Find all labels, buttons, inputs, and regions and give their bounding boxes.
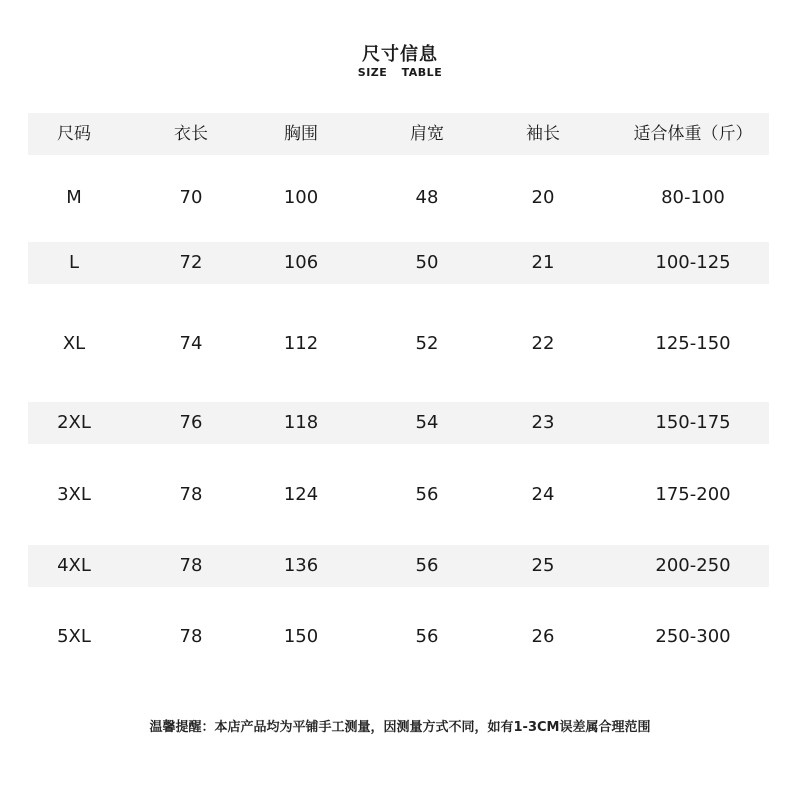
table-cell: 54: [415, 412, 439, 433]
table-cell: 200-250: [655, 555, 731, 576]
table-cell: 112: [283, 333, 319, 354]
table-row: [28, 242, 769, 284]
table-cell: 100: [283, 187, 319, 208]
table-cell: 72: [179, 252, 203, 273]
table-cell: 150: [283, 626, 319, 647]
table-row: [28, 474, 769, 516]
table-cell: M: [66, 187, 82, 208]
table-cell: 136: [283, 555, 319, 576]
header-cell-sleeve: 袖长: [526, 124, 560, 144]
header-cell-weight: 适合体重（斤）: [633, 124, 753, 144]
table-cell: 150-175: [655, 412, 731, 433]
table-row: [28, 402, 769, 444]
table-cell: 70: [179, 187, 203, 208]
table-row: [28, 177, 769, 219]
table-cell: 100-125: [655, 252, 731, 273]
table-cell: 56: [415, 555, 439, 576]
table-cell: 78: [179, 555, 203, 576]
header-cell-shoulder: 肩宽: [410, 124, 444, 144]
table-cell: 3XL: [57, 484, 91, 505]
table-header-row: [28, 113, 769, 155]
table-cell: 4XL: [57, 555, 91, 576]
table-cell: 175-200: [655, 484, 731, 505]
table-cell: 80-100: [661, 187, 725, 208]
table-cell: 124: [283, 484, 319, 505]
table-cell: 250-300: [655, 626, 731, 647]
table-cell: 5XL: [57, 626, 91, 647]
table-row: [28, 616, 769, 658]
table-cell: 48: [415, 187, 439, 208]
table-cell: 78: [179, 626, 203, 647]
table-cell: 24: [531, 484, 555, 505]
table-cell: 2XL: [57, 412, 91, 433]
table-cell: 20: [531, 187, 555, 208]
table-cell: 78: [179, 484, 203, 505]
table-cell: 23: [531, 412, 555, 433]
table-cell: 56: [415, 484, 439, 505]
table-cell: 26: [531, 626, 555, 647]
size-chart-title: 尺寸信息: [362, 44, 438, 65]
table-row: [28, 545, 769, 587]
table-cell: 52: [415, 333, 439, 354]
table-cell: 106: [283, 252, 319, 273]
header-cell-chest: 胸围: [284, 124, 318, 144]
table-cell: 56: [415, 626, 439, 647]
table-cell: 125-150: [655, 333, 731, 354]
table-cell: L: [68, 252, 80, 273]
table-cell: 21: [531, 252, 555, 273]
table-cell: 25: [531, 555, 555, 576]
table-cell: 50: [415, 252, 439, 273]
table-cell: 118: [283, 412, 319, 433]
table-cell: 76: [179, 412, 203, 433]
size-chart-subtitle: SIZE TABLE: [357, 66, 443, 79]
header-cell-length: 衣长: [174, 124, 208, 144]
header-cell-size: 尺码: [57, 124, 91, 144]
measurement-note: 温馨提醒：本店产品均为平铺手工测量，因测量方式不同，如有1-3CM误差属合理范围: [149, 720, 651, 735]
table-row: [28, 323, 769, 365]
table-cell: XL: [62, 333, 86, 354]
table-cell: 74: [179, 333, 203, 354]
table-cell: 22: [531, 333, 555, 354]
